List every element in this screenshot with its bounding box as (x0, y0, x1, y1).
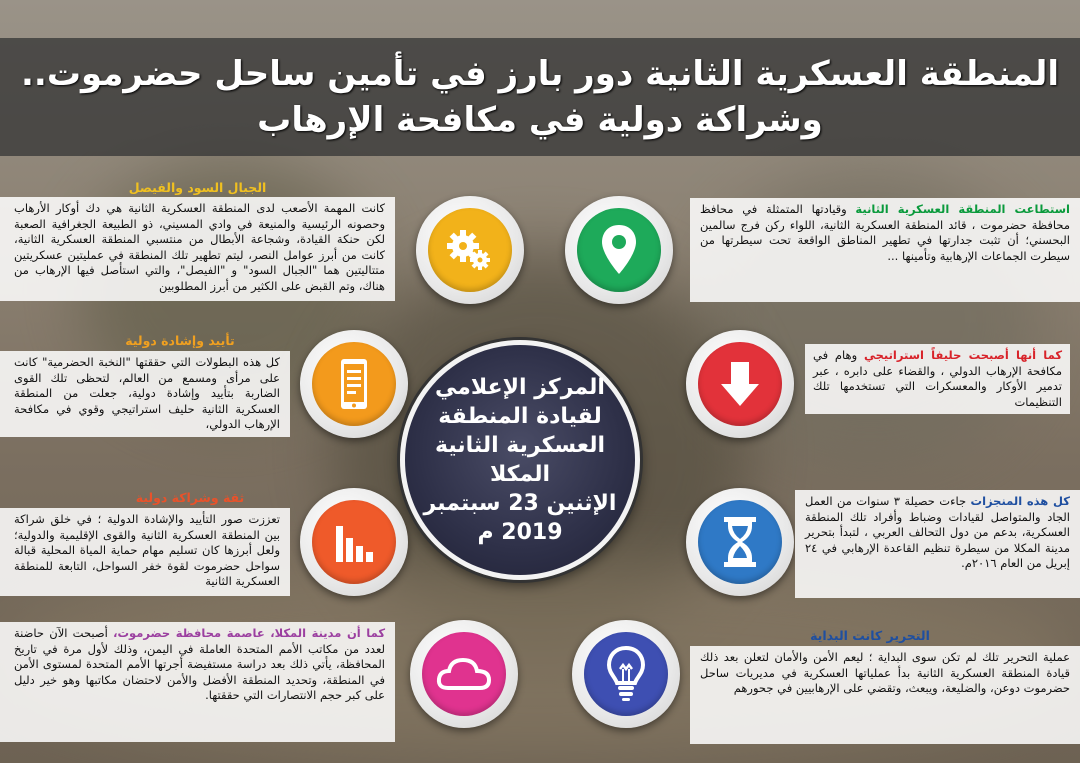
right-3-panel (795, 490, 1080, 598)
title-banner (0, 38, 1080, 156)
center-line-5: الإثنين 23 سبتمبر (423, 491, 617, 516)
gears-icon (428, 208, 512, 292)
right-4-panel (690, 646, 1080, 744)
title-line-2: وشراكة دولية في مكافحة الإرهاب (257, 100, 823, 140)
right-4-body: عملية التحرير تلك لم تكن سوى البداية ؛ ليعم الأمن والأمان لتعلن بعد ذلك قيادة المنطقة العسكرية الثانية بدأ عملياتها العسكرية في مديريات ساحل حضرموت دوعن، والضليعة، ويبعث، وتقضي على الإرهابيين في جحورهم (700, 650, 1070, 695)
center-line-3: العسكرية الثانية (435, 433, 605, 458)
download-arrow-icon (698, 342, 782, 426)
bar-chart-icon (312, 500, 396, 584)
left-4-body: أصبحت الآن حاضنة لعدد من مكاتب الأمم المتحدة العاملة في اليمن، وذلك لأول مرة في تاريخ المحافظة، يأتي ذلك بعد دراسة مستفيضة أجرتها الأمم المتحدة لمستوى الأمن في المنطقة، وتحديد المنطقة الأفضل والأمن لاحتضان مكاتبها وهو خير دليل على كبر حجم الانتصارات التي حققتها. (14, 626, 385, 702)
left-2-title: تأييد وإشادة دولية (125, 333, 235, 348)
left-4-panel (0, 622, 395, 742)
center-line-6: 2019 م (477, 520, 563, 545)
title-line-1: المنطقة العسكرية الثانية دور بارز في تأمين ساحل حضرموت.. (21, 54, 1059, 94)
map-pin-icon (577, 208, 661, 292)
right-1-lead: استطاعت المنطقة العسكرية الثانية (855, 202, 1070, 216)
left-3-body: تعززت صور التأييد والإشادة الدولية ؛ في خلق شراكة بين المنطقة العسكرية الثانية والقوى الإقليمية والدولية؛ ولعل أبرزها كان تسليم مهام حماية المياة المحلية قبالة سواحل حضرموت لقوة خفر السواحل، التابعة للمنطقة العسكرية الثانية (14, 512, 280, 588)
center-info-circle (400, 340, 640, 580)
right-4-title: التحرير كانت البداية (810, 628, 930, 643)
left-1-icon-ring (416, 196, 524, 304)
right-2-panel-inner (805, 344, 1070, 414)
right-3-body: جاءت حصيلة ٣ سنوات من العمل الجاد والمتواصل لقيادات وضباط وأفراد تلك المنطقة العسكرية، بدعم من دول التحالف العربي ، لتبدأ بتحرير مدينة المكلا من سيطرة تنظيم القاعدة الإرهابي في ٢٤ إبريل من العام ٢٠١٦م. (805, 494, 1070, 570)
right-2-body: وهام في مكافحة الإرهاب الدولي ، والقضاء على دابره ، عبر تدمير الأوكار والمعسكرات التي تستخدمها تلك التنظيمات (813, 348, 1062, 409)
left-3-panel (0, 508, 290, 596)
right-2-icon-ring (686, 330, 794, 438)
left-4-lead: كما أن مدينة المكلا، عاصمة محافظة حضرموت، (113, 626, 386, 640)
left-2-body: كل هذه البطولات التي حققتها "النخبة الحضرمية" كانت على مرأى ومسمع من العالم، لتحظى تلك القوى الضاربة بتأييد وإشادة دولية، جعلت من المنطقة العسكرية الثانية حليف استراتيجي وقوي في مكافحة الإرهاب الدولي، (14, 355, 280, 431)
left-1-body: كانت المهمة الأصعب لدى المنطقة العسكرية الثانية هي دك أوكار الأرهاب وحصونه الرئيسية والمنيعة في وادي المسيني، ذو الطبيعة الجغرافية الصعبة لكن حنكة القيادة، وشجاعة الأبطال من منتسبي المنطقة العسكرية الثانية، كانت من أبرز عوامل النصر، ليتم تطهير تلك المنطقة في عمليتين عسكريتين متتاليتين هما "الجبال السود" و "الفيصل"، والتي استأصل فيها الإرهاب من هناك، وتم القبض على الكثير من أبرز المطلوبين (14, 201, 385, 293)
center-line-4: المكلا (489, 462, 551, 487)
right-3-icon-ring (686, 488, 794, 596)
center-line-2: لقيادة المنطقة (438, 404, 602, 429)
right-2-lead: كما أنها أصبحت حليفاً استراتيجي (863, 348, 1063, 362)
left-3-title: ثقة وشراكة دولية (135, 490, 245, 505)
right-1-body: وقيادتها المتمثلة في محافظ محافظة حضرموت ، قائد المنطقة العسكرية الثانية، اللواء ركن فرج سالمين البحسني؛ أن تثبت جدارتها في تطهير المناطق الواقعة تحت سيطرتها من سيطرت الجماعات الإرهابية وتأمينها ... (700, 202, 1070, 263)
left-2-panel (0, 351, 290, 437)
left-1-title: الجبال السود والفيصل (128, 180, 267, 195)
hourglass-icon (698, 500, 782, 584)
left-1-panel (0, 197, 395, 301)
left-3-icon-ring (300, 488, 408, 596)
center-line-1: المركز الإعلامي (435, 375, 605, 400)
right-3-lead: كل هذه المنجزات (970, 494, 1070, 508)
right-1-panel (690, 198, 1080, 302)
lightbulb-icon (584, 632, 668, 716)
left-2-icon-ring (300, 330, 408, 438)
right-1-icon-ring (565, 196, 673, 304)
left-4-icon-ring (410, 620, 518, 728)
cloud-icon (422, 632, 506, 716)
right-4-icon-ring (572, 620, 680, 728)
mobile-icon (312, 342, 396, 426)
right-2-panel (795, 340, 1080, 440)
